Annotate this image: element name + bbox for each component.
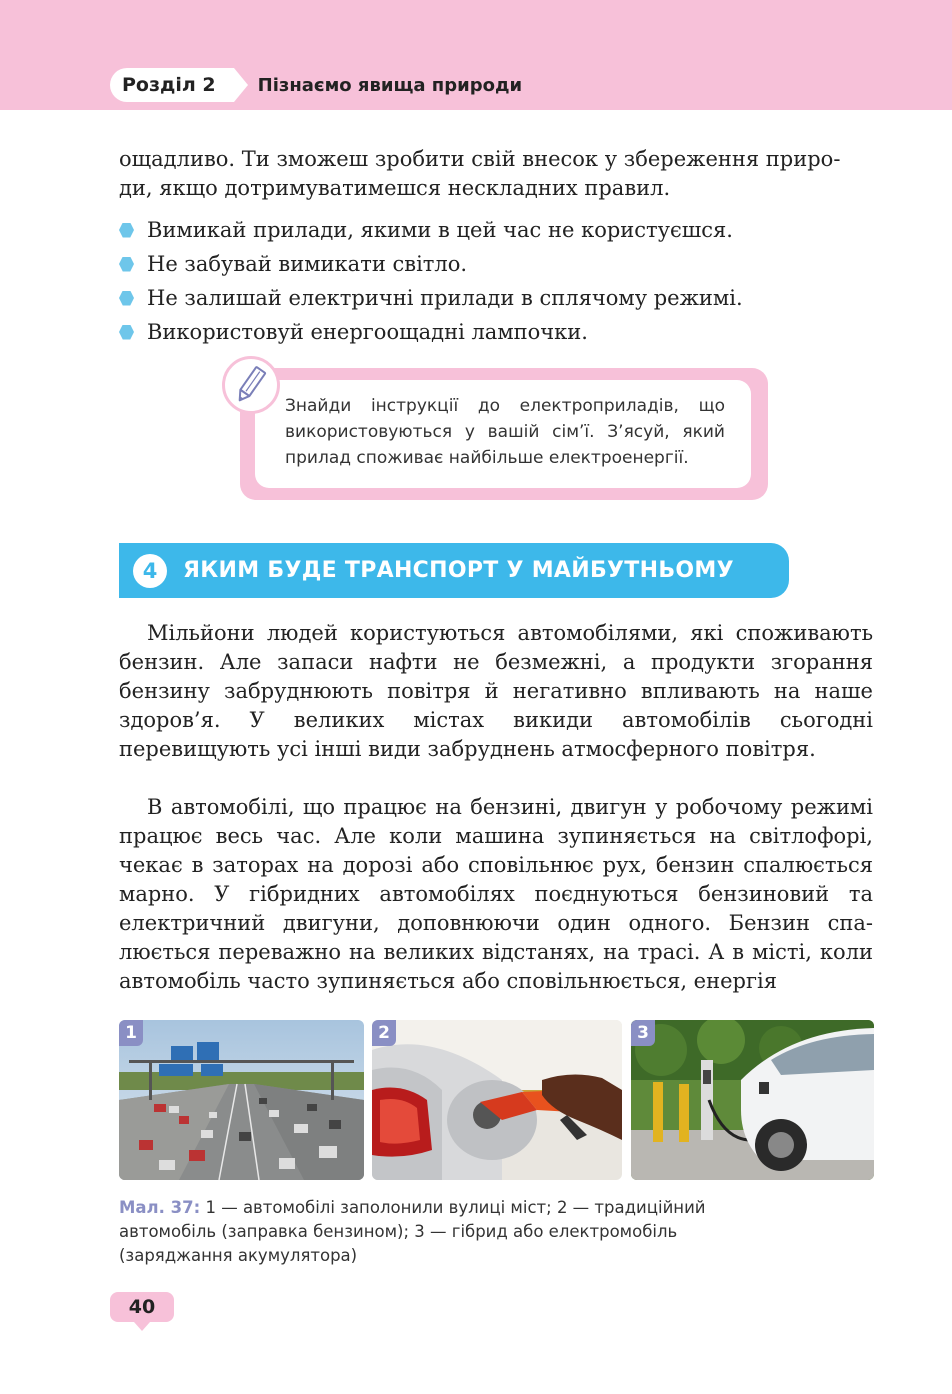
photo-charging — [631, 1020, 874, 1180]
intro-line-2: ди, якщо дотримуватимешся нескладних правил. — [119, 176, 671, 200]
hexagon-bullet-icon — [119, 325, 134, 340]
list-item — [119, 315, 879, 349]
breadcrumb — [110, 68, 522, 102]
list-item — [119, 281, 879, 315]
task-text: Знайди інструкції до електроприладів, що використовуються у вашій сім’ї. З’ясуй, який прилад споживає найбільше електроенергії. — [285, 396, 725, 468]
figure-caption — [119, 1196, 759, 1268]
list-item-text: Не забувай вимикати світло. — [147, 252, 468, 276]
photo-highway — [119, 1020, 364, 1180]
page-number: 40 — [110, 1292, 174, 1322]
hexagon-bullet-icon — [119, 257, 134, 272]
intro-line-1: ощадливо. Ти зможеш зробити свій внесок у збереження приро- — [119, 147, 841, 171]
pencil-icon — [222, 356, 280, 414]
list-item-text: Не залишай електричні прилади в сплячому режимі. — [147, 286, 743, 310]
photo-number: 3 — [631, 1020, 655, 1046]
section-label: Розділ 2 — [110, 68, 234, 102]
chapter-title: Пізнаємо явища природи — [257, 74, 523, 96]
hexagon-bullet-icon — [119, 223, 134, 238]
section-heading — [119, 543, 789, 598]
paragraph-2: В автомобілі, що працює на бензині, двигун у робочому режимі працює весь час. Але коли машина зупиняється на світлофорі, чекає в заторах на дорозі або сповільнює рух, бензин спалюється марно. У гібридних автомобілях поєднуються бензиновий та електричний двигуни, доповнюючи один одного. Бензин спалюється переважно на великих відстанях, на трасі. А в місті, коли автомобіль часто зупиняється або сповільнюється, енергія — [119, 795, 873, 993]
section-title: ЯКИМ БУДЕ ТРАНСПОРТ У МАЙБУТНЬОМУ — [183, 558, 734, 583]
hexagon-bullet-icon — [119, 291, 134, 306]
photo-number: 1 — [119, 1020, 143, 1046]
list-item-text: Використовуй енергоощадні лампочки. — [147, 320, 588, 344]
photo-refueling — [372, 1020, 622, 1180]
list-item — [119, 247, 879, 281]
photo-number: 2 — [372, 1020, 396, 1046]
list-item-text: Вимикай прилади, якими в цей час не користуєшся. — [147, 218, 733, 242]
list-item — [119, 213, 879, 247]
rules-list — [119, 213, 879, 349]
caption-text: 1 — автомобілі заполонили вулиці міст; 2 — традиційний автомобіль (заправка бензином); 3 — гібрид або електромобіль (заряджання акумулятора) — [119, 1198, 706, 1265]
section-number: 4 — [133, 554, 167, 588]
caption-label: Мал. 37: — [119, 1198, 201, 1217]
paragraph-1: Мільйони людей користуються автомобілями, які споживають бензин. Але запаси нафти не безмежні, а продукти згорання бензину забруднюють повітря й негативно впливають на наше здоров’я. У великих містах викиди автомобілів сьогодні перевищують усі інші види забруднень атмосферного повітря. — [119, 621, 873, 761]
